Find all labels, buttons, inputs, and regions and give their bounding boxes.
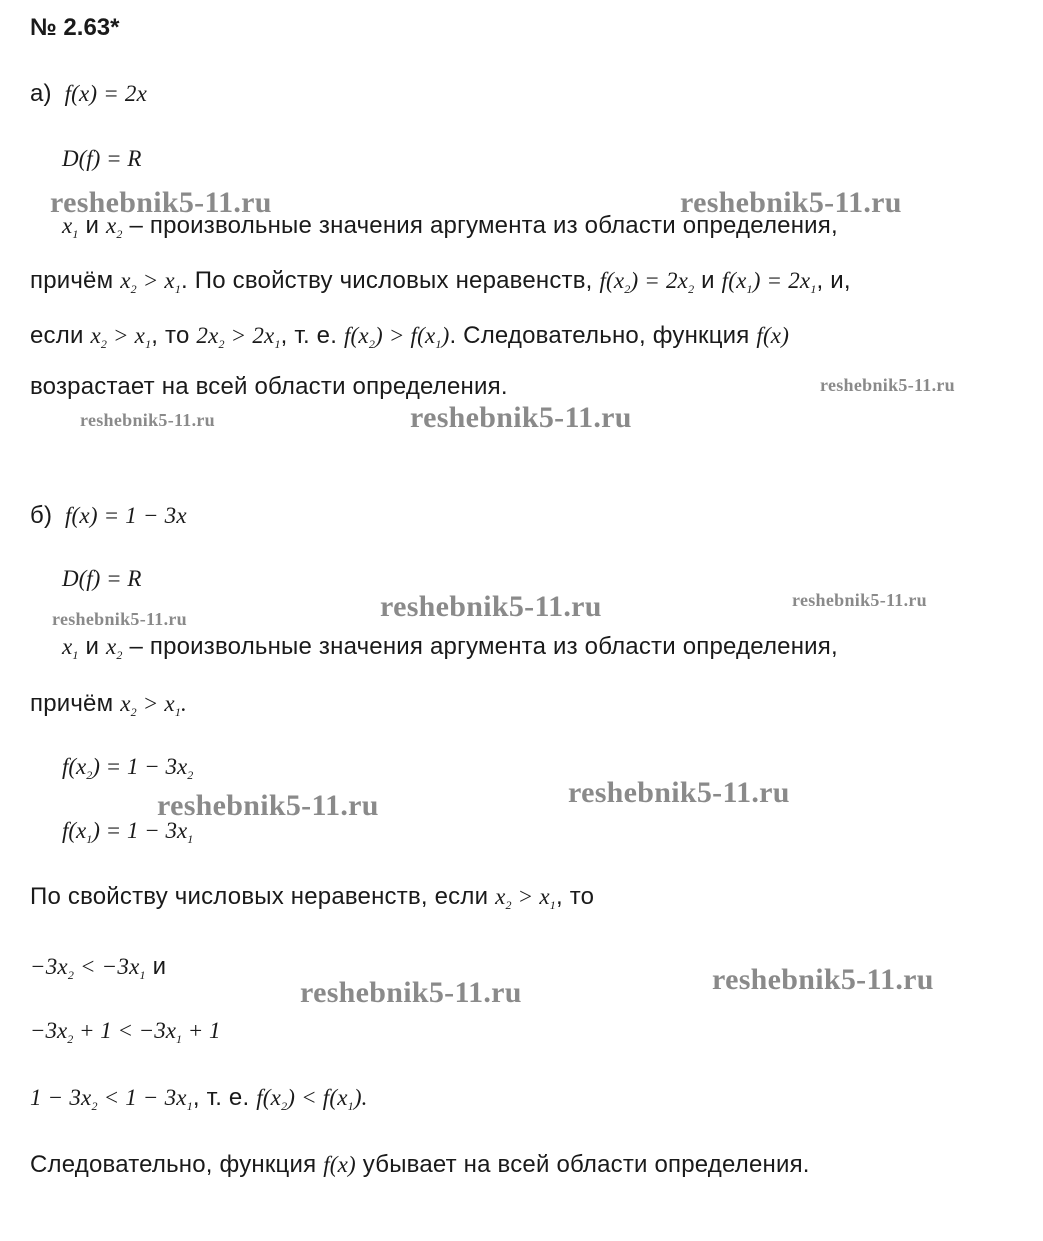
watermark: reshebnik5-11.ru [568,776,790,809]
watermark: reshebnik5-11.ru [680,186,902,219]
part-b-label: б) [30,502,53,529]
watermark: reshebnik5-11.ru [410,401,632,434]
part-a-label: а) [30,80,52,107]
inequality-3: $1 - 3x_2 < 1 - 3x_1$, т. е. $f(x_2) < f(x_1)$. [30,1084,368,1113]
formula-f-x1: $f(x_1) = 1 - 3x_1$ [62,818,194,846]
part-b-line-2: причём $x_2 > x_1$. [30,690,187,719]
watermark: reshebnik5-11.ru [52,609,187,629]
part-a-heading [30,80,147,108]
watermark: reshebnik5-11.ru [380,590,602,623]
part-b-line-1: $x_1$ и $x_2$ – произвольные значения аргумента из области определения, [62,633,838,662]
inequality-2: $-3x_2 + 1 < -3x_1 + 1$ [30,1018,221,1046]
formula-fx-1-3x: f(x) = 1 − 3x [59,503,187,528]
part-a-line-4: возрастает на всей области определения. [30,373,508,400]
page-title: № 2.63* [30,14,120,41]
part-a-line-3: если $x_2 > x_1$, то $2x_2 > 2x_1$, т. е. $f(x_2) > f(x_1)$. Следовательно, функция f(x) [30,322,790,351]
watermark: reshebnik5-11.ru [157,789,379,822]
part-b-heading [30,502,187,530]
inequality-1: $-3x_2 < -3x_1$ и [30,953,167,982]
watermark: reshebnik5-11.ru [50,186,272,219]
part-b-conclusion: Следовательно, функция f(x) убывает на всей области определения. [30,1151,810,1178]
watermark: reshebnik5-11.ru [80,410,215,430]
watermark: reshebnik5-11.ru [792,590,927,610]
part-a-line-1: $x_1$ и $x_2$ – произвольные значения аргумента из области определения, [62,212,838,241]
domain-b: D(f) = R [62,566,142,591]
formula-f-x2: $f(x_2) = 1 - 3x_2$ [62,754,194,782]
domain-a: D(f) = R [62,146,142,171]
watermark: reshebnik5-11.ru [820,375,955,395]
part-a-line-2: причём $x_2 > x_1$. По свойству числовых неравенств, $f(x_2) = 2x_2$ и $f(x_1) = 2x_1$, и, [30,267,851,296]
formula-fx-2x: f(x) = 2x [58,81,148,106]
watermark: reshebnik5-11.ru [300,976,522,1009]
watermark: reshebnik5-11.ru [712,963,934,996]
part-b-line-3: По свойству числовых неравенств, если $x_2 > x_1$, то [30,883,595,912]
